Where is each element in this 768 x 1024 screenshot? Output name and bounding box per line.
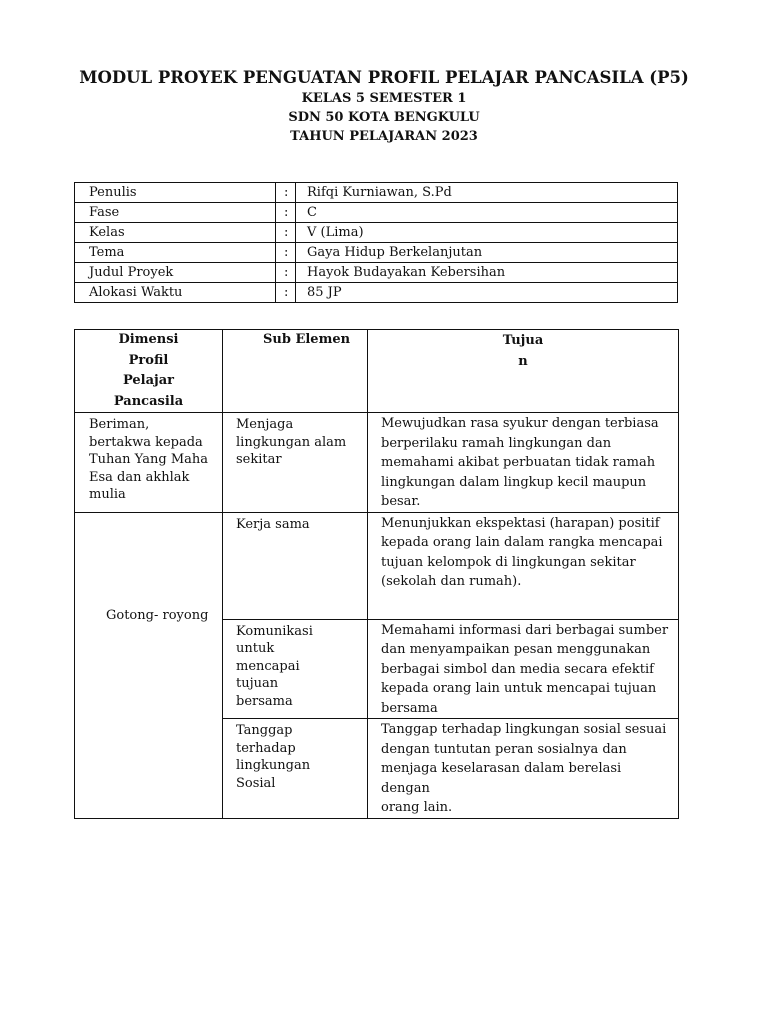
cell-line: lingkungan [236, 758, 311, 773]
cell-line: terhadap [236, 740, 296, 756]
sub-element-cell [223, 719, 368, 819]
cell-line: lingkungan dalam lingkup kecil maupun [381, 474, 647, 490]
info-row-fase [75, 203, 678, 223]
info-label: Kelas [75, 223, 276, 243]
cell-line: untuk [236, 641, 275, 656]
info-separator: : [276, 203, 296, 223]
cell-line: kepada orang lain untuk mencapai tujuan [381, 681, 657, 696]
info-table [74, 182, 678, 303]
cell-line: Sosial [236, 775, 276, 791]
header-sub-elemen: Sub Elemen [223, 330, 368, 413]
sub-element-cell [223, 512, 368, 619]
info-separator: : [276, 183, 296, 203]
table-row [75, 512, 679, 619]
cell-line: tujuan [236, 676, 279, 691]
goal-cell [368, 413, 679, 513]
sub-element-cell [223, 413, 368, 513]
cell-line: Tanggap [236, 723, 293, 738]
cell-line: Komunikasi [236, 623, 313, 639]
cell-line: Memahami informasi dari berbagai sumber [381, 622, 669, 638]
info-value: Rifqi Kurniawan, S.Pd [296, 183, 678, 203]
info-row-judul-proyek [75, 263, 678, 283]
info-value: 85 JP [296, 283, 678, 303]
info-label: Fase [75, 203, 276, 223]
cell-line: lingkungan alam [236, 434, 347, 450]
goal-cell [368, 512, 679, 619]
cell-line: kepada orang lain dalam rangka mencapai [381, 535, 663, 550]
cell-line: menjaga keselarasan dalam berelasi dengan [381, 761, 622, 796]
cell-line: memahami akibat perbuatan tidak ramah [381, 455, 656, 470]
cell-line: besar. [381, 494, 421, 509]
info-label: Tema [75, 243, 276, 263]
cell-line: sekitar [236, 452, 282, 467]
info-row-alokasi-waktu [75, 283, 678, 303]
class-semester: KELAS 5 SEMESTER 1 [301, 91, 467, 106]
cell-line: dengan tuntutan peran sosialnya dan [381, 741, 627, 757]
dimension-cell [75, 413, 223, 513]
info-separator: : [276, 243, 296, 263]
info-label: Penulis [75, 183, 276, 203]
header-line: Tujua [502, 333, 544, 348]
cell-line: Beriman, [89, 417, 150, 432]
cell-line: orang lain. [381, 800, 453, 815]
cell-line: Gotong- royong [106, 607, 209, 623]
cell-line: bersama [236, 693, 293, 709]
cell-line: Mewujudkan rasa syukur dengan terbiasa [381, 416, 659, 431]
table-row [75, 413, 679, 513]
header-line: n [518, 354, 528, 369]
info-value: C [296, 203, 678, 223]
header-line: Profil [128, 352, 169, 368]
info-separator: : [276, 223, 296, 243]
info-value: Gaya Hidup Berkelanjutan [296, 243, 678, 263]
cell-line: Tanggap terhadap lingkungan sosial sesuai [381, 722, 667, 737]
info-row-tema [75, 243, 678, 263]
cell-line: dan menyampaikan pesan menggunakan [381, 642, 651, 657]
info-value: V (Lima) [296, 223, 678, 243]
cell-line: berperilaku ramah lingkungan dan [381, 435, 612, 451]
goal-cell [368, 619, 679, 719]
cell-line: mencapai [236, 658, 300, 674]
cell-line: (sekolah dan rumah). [381, 574, 522, 589]
sub-element-cell [223, 619, 368, 719]
cell-line: Esa dan akhlak [89, 469, 190, 485]
cell-line: bersama [381, 700, 438, 716]
profile-dimension-table [74, 329, 679, 819]
cell-line: mulia [89, 487, 126, 502]
school-name: SDN 50 KOTA BENGKULU [288, 110, 480, 125]
header-line: Pelajar [122, 373, 175, 388]
table-header-row [75, 330, 679, 413]
header-line: Pancasila [113, 393, 184, 409]
info-value: Hayok Budayakan Kebersihan [296, 263, 678, 283]
dimension-cell [75, 512, 223, 818]
header-line: Dimensi [118, 332, 179, 347]
cell-line: tujuan kelompok di lingkungan sekitar [381, 554, 636, 570]
goal-cell [368, 719, 679, 819]
info-row-penulis [75, 183, 678, 203]
academic-year: TAHUN PELAJARAN 2023 [290, 129, 478, 144]
info-separator: : [276, 283, 296, 303]
info-separator: : [276, 263, 296, 283]
cell-line: Tuhan Yang Maha [89, 452, 209, 467]
info-label: Alokasi Waktu [75, 283, 276, 303]
document-title: MODUL PROYEK PENGUATAN PROFIL PELAJAR PANCASILA (P5) [79, 68, 689, 87]
cell-line: Menunjukkan ekspektasi (harapan) positif [381, 515, 660, 531]
cell-line: bertakwa kepada [89, 434, 203, 450]
info-row-kelas [75, 223, 678, 243]
info-label: Judul Proyek [75, 263, 276, 283]
cell-line: berbagai simbol dan media secara efektif [381, 661, 654, 677]
cell-line: Kerja sama [236, 516, 310, 532]
cell-line: Menjaga [236, 417, 294, 432]
header-tujuan [368, 330, 679, 413]
header-dimensi [75, 330, 223, 413]
